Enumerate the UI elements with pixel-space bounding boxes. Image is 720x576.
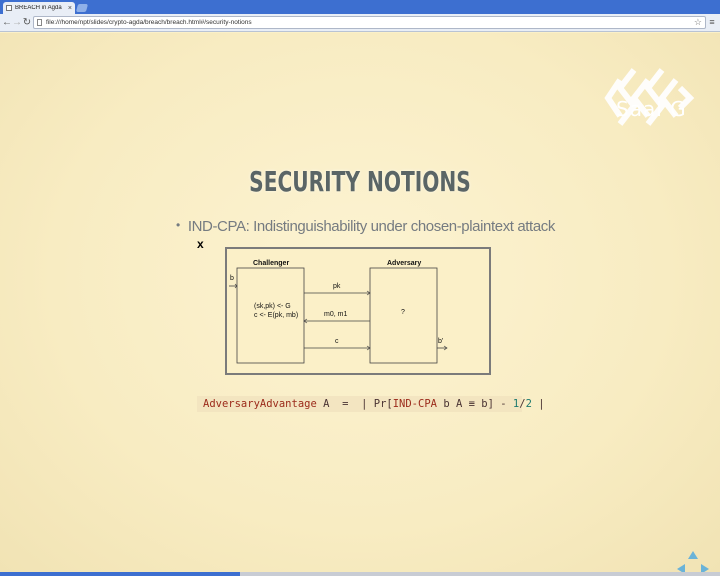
page-favicon-icon bbox=[6, 5, 12, 11]
address-bar[interactable] bbox=[33, 16, 706, 29]
formula-den: 2 bbox=[525, 398, 532, 410]
close-mark[interactable]: x bbox=[197, 237, 204, 251]
msg-m-label: m0, m1 bbox=[324, 311, 348, 318]
formula-minus: - bbox=[500, 398, 507, 410]
bullet-item bbox=[176, 218, 555, 235]
ind-cpa-diagram bbox=[225, 247, 491, 375]
formula-b: b bbox=[443, 398, 450, 410]
bullet-text: IND-CPA: Indistinguishability under chosen-plaintext attack bbox=[187, 218, 555, 235]
formula-slash: / bbox=[519, 398, 526, 410]
slide bbox=[0, 33, 720, 572]
logo-text: Saal G bbox=[616, 97, 687, 121]
formula-eq: = bbox=[342, 398, 349, 410]
formula-close: ] bbox=[487, 398, 494, 410]
msg-c-label: c bbox=[335, 338, 339, 345]
formula-bar-close: | bbox=[538, 398, 545, 410]
formula-name: AdversaryAdvantage bbox=[203, 398, 317, 410]
browser-tab[interactable] bbox=[3, 2, 75, 14]
browser-tab-strip bbox=[0, 0, 720, 14]
adversary-label: Adversary bbox=[387, 260, 422, 267]
advantage-formula bbox=[197, 396, 545, 412]
challenger-label: Challenger bbox=[253, 260, 290, 267]
diagram-lines bbox=[227, 249, 489, 373]
forward-arrow-icon[interactable]: → bbox=[12, 17, 22, 28]
formula-equiv: ≡ bbox=[468, 398, 475, 410]
page-icon bbox=[37, 19, 42, 26]
back-arrow-icon[interactable]: ← bbox=[2, 17, 12, 28]
bullet-dot-icon: • bbox=[176, 218, 180, 232]
formula-bar-open: | bbox=[361, 398, 368, 410]
tab-close-icon[interactable]: × bbox=[67, 4, 72, 12]
slide-progress bbox=[0, 572, 240, 576]
tab-title: BREACH in Agda bbox=[15, 5, 62, 11]
reload-icon[interactable]: ↻ bbox=[22, 17, 32, 28]
adversary-body: ? bbox=[401, 309, 405, 316]
browser-toolbar bbox=[0, 14, 720, 32]
slide-title: SECURITY NOTIONS bbox=[249, 165, 471, 198]
formula-pr: Pr[ bbox=[373, 398, 393, 410]
keygen-line1: (sk,pk) <- G bbox=[254, 303, 291, 310]
formula-A: A bbox=[455, 398, 463, 410]
url-text[interactable]: file:///home/npt/slides/crypto-agda/breach/breach.html#/security-notions bbox=[46, 19, 252, 26]
formula-num: 1 bbox=[512, 398, 520, 410]
output-b-label: b' bbox=[438, 338, 444, 345]
nav-up-icon[interactable] bbox=[688, 551, 698, 559]
input-b-label: b bbox=[230, 275, 234, 282]
new-tab-button[interactable] bbox=[76, 4, 88, 12]
menu-icon[interactable]: ≡ bbox=[709, 17, 715, 27]
formula-ind: IND-CPA bbox=[392, 398, 437, 410]
formula-b2: b bbox=[481, 398, 488, 410]
bookmark-star-icon[interactable]: ☆ bbox=[693, 17, 702, 27]
msg-pk-label: pk bbox=[333, 283, 341, 290]
keygen-line2: c <- E(pk, mb) bbox=[254, 312, 299, 319]
formula-arg: A bbox=[323, 398, 330, 410]
